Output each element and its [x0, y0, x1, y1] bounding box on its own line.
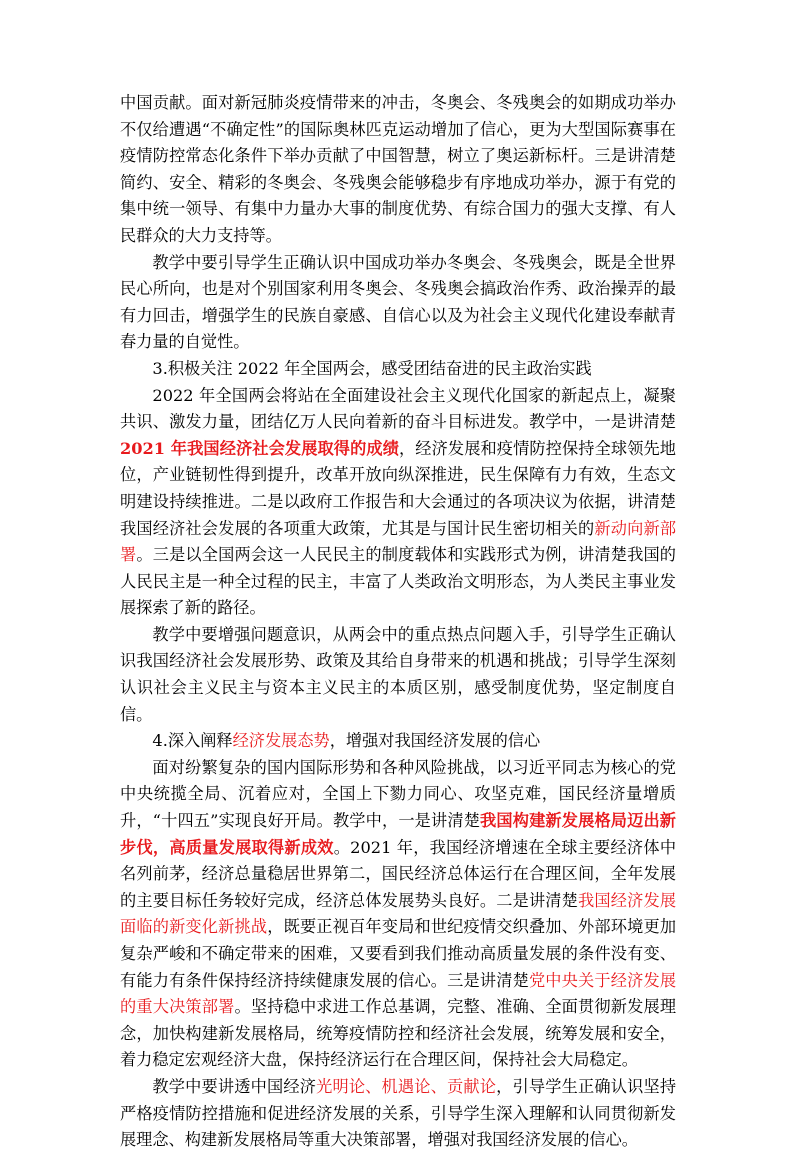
section-heading-4: [120, 728, 676, 755]
text-run: 教学中要增强问题意识，从两会中的重点热点问题入手，引导学生正确认识我国经济社会发展形势、政策及其给自身带来的机遇和挑战；引导学生深刻认识社会主义民主与资本主义民主的本质区别，感受制度优势，坚定制度自信。: [120, 624, 676, 724]
section-heading-3: [120, 356, 676, 383]
highlight-red: 党中央关于经济发展的重大决策部署: [120, 970, 677, 1017]
highlight-red: 经济发展态势: [232, 731, 330, 751]
paragraph-two-sessions-teaching: [120, 622, 676, 728]
highlight-red: 我国经济发展面临的新变化新挑战: [120, 890, 677, 937]
text-run: 。三是以全国两会这一人民民主的制度载体和实践形式为例，讲清楚我国的人民民主是一种全过程的民主，丰富了人类政治文明形态，为人类民主事业发展探索了新的路径。: [120, 545, 676, 618]
paragraph-olympics-teaching: [120, 250, 676, 356]
text-run: 。坚持稳中求进工作总基调，完整、准确、全面贯彻新发展理念，加快构建新发展格局，统筹疫情防控和经济社会发展，统筹发展和安全，着力稳定宏观经济大盘，保持经济运行在合理区间，保持社会大局稳定。: [120, 997, 677, 1070]
heading-text: 4.深入阐释: [152, 731, 233, 751]
text-run: 教学中要讲透中国经济: [152, 1076, 317, 1096]
paragraph-two-sessions: [120, 383, 676, 622]
highlight-bold-red: 我国构建新发展格局迈出新步伐，高质量发展取得新成效: [120, 811, 676, 857]
highlight-red: 光明论、机遇论、贡献论: [316, 1076, 497, 1096]
paragraph-economy: [120, 755, 676, 1074]
document-page: [120, 90, 676, 1154]
heading-text: ，增强对我国经济发展的信心: [329, 731, 541, 751]
text-run: 面对纷繁复杂的国内国际形势和各种风险挑战，以习近平同志为核心的党中央统揽全局、沉着应对，全国上下勠力同心、攻坚克难，国民经济量增质升，“十四五”实现良好开局。教学中，一是讲清楚: [120, 757, 676, 831]
text-run: ，引导学生正确认识坚持严格疫情防控措施和促进经济发展的关系，引导学生深入理解和认同贯彻新发展理念、构建新发展格局等重大决策部署，增强对我国经济发展的信心。: [120, 1076, 677, 1150]
paragraph-economy-teaching: [120, 1074, 676, 1154]
text-run: 。2021 年，我国经济增速在全球主要经济体中名列前茅，经济总量稳居世界第二，国民经济总体运行在合理区间，全年发展的主要目标任务较好完成，经济总体发展势头良好。二是讲清楚: [120, 837, 677, 910]
heading-text: 3.积极关注 2022 年全国两会，感受团结奋进的民主政治实践: [152, 358, 592, 378]
paragraph-olympics-contribution: [120, 90, 676, 250]
text-run: ，经济发展和疫情防控保持全球领先地位，产业链韧性得到提升，改革开放向纵深推进，民生保障有力有效，生态文明建设持续推进。二是以政府工作报告和大会通过的各项决议为依据，讲清楚我国经济社会发展的各项重大政策，尤其是与国计民生密切相关的: [120, 438, 676, 538]
highlight-bold-red: 2021 年我国经济社会发展取得的成绩: [120, 438, 399, 458]
text-run: ，既要正视百年变局和世纪疫情交织叠加、外部环境更加复杂严峻和不确定带来的困难，又要看到我们推动高质量发展的条件没有变、有能力有条件保持经济持续健康发展的信心。三是讲清楚: [120, 917, 677, 990]
highlight-red: 新动向新部署: [120, 518, 677, 565]
text-run: 2022 年全国两会将站在全面建设社会主义现代化国家的新起点上，凝聚共识、激发力量，团结亿万人民向着新的奋斗目标进发。教学中，一是讲清楚: [120, 385, 676, 432]
text-run: 中国贡献。面对新冠肺炎疫情带来的冲击，冬奥会、冬残奥会的如期成功举办不仅给遭遇“不确定性”的国际奥林匹克运动增加了信心，更为大型国际赛事在疫情防控常态化条件下举办贡献了中国智慧，树立了奥运新标杆。三是讲清楚简约、安全、精彩的冬奥会、冬残奥会能够稳步有序地成功举办，源于有党的集中统一领导、有集中力量办大事的制度优势、有综合国力的强大支撑、有人民群众的大力支持等。: [120, 93, 676, 245]
text-run: 教学中要引导学生正确认识中国成功举办冬奥会、冬残奥会，既是全世界民心所向，也是对个别国家利用冬奥会、冬残奥会搞政治作秀、政治操弄的最有力回击，增强学生的民族自豪感、自信心以及为社会主义现代化建设奉献青春力量的自觉性。: [120, 252, 676, 352]
